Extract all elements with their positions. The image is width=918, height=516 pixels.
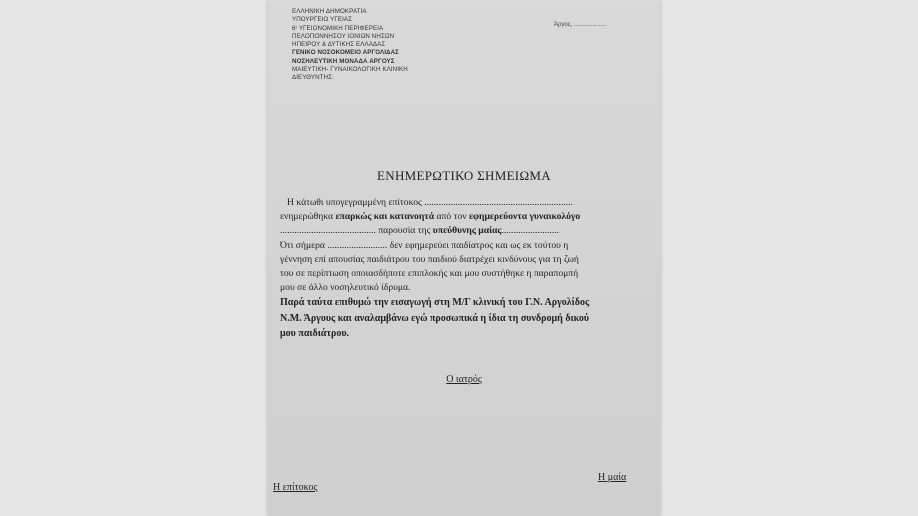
doctor-signature-label: Ο ιατρός: [446, 374, 482, 385]
letterhead: [292, 8, 492, 83]
letterhead-line: ΕΛΛΗΝΙΚΗ ΔΗΜΟΚΡΑΤΙΑ: [292, 8, 367, 15]
document-page: [268, 0, 660, 516]
patient-signature-label: Η επίτοκος: [273, 482, 318, 493]
body-line: ενημερώθηκα επαρκώς και κατανοητά από τον εφημερεύοντα γυναικολόγο: [280, 211, 581, 223]
body-line: μου σε άλλο νοσηλευτικό ίδρυμα.: [280, 282, 411, 294]
letterhead-line: ΥΠΟΥΡΓΕΙΟ ΥΓΕΙΑΣ: [292, 16, 353, 24]
clinic-name: ΜΑΙΕΥΤΙΚΗ- ΓΥΝΑΙΚΟΛΟΓΙΚΗ ΚΛΙΝΙΚΗ: [292, 66, 408, 74]
body-line: ........................................ παρουσία της υπεύθυνης μαίας........................: [280, 225, 560, 237]
body-line: του σε περίπτωση οποιασδήποτε επιπλοκής και μου συστήθηκε η παραπομπή: [280, 268, 579, 280]
body-bold-line: Παρά ταύτα επιθυμώ την εισαγωγή στη Μ/Γ κλινική του Γ.Ν. Αργολίδος: [280, 297, 590, 309]
body-line: Η κάτωθι υπογεγραμμένη επίτοκος ..............................................................: [287, 197, 573, 208]
letterhead-line: 6ᵗ ΥΓΕΙΟΝΟΜΙΚΗ ΠΕΡΙΦΕΡΕΙΑ: [292, 24, 384, 32]
letterhead-line: ΗΠΕΙΡΟΥ & ΔΥΤΙΚΗΣ ΕΛΛΑΔΑΣ: [292, 41, 386, 49]
letterhead-line: ΠΕΛΟΠΟΝΝΗΣΟΥ ΙΟΝΙΩΝ ΝΗΣΩΝ: [292, 32, 395, 40]
body-bold-line: μου παιδιάτρου.: [280, 328, 350, 340]
hospital-name: ΓΕΝΙΚΟ ΝΟΣΟΚΟΜΕΙΟ ΑΡΓΟΛΙΔΑΣ: [292, 49, 399, 57]
body-line: γέννηση επί απουσίας παιδιάτρου του παιδιού διατρέχει κινδύνους για τη ζωή: [280, 253, 579, 265]
document-title: ΕΝΗΜΕΡΩΤΙΚΟ ΣΗΜΕΙΩΜΑ: [377, 168, 551, 183]
midwife-signature-label: Η μαία: [598, 472, 627, 483]
nursing-unit: ΝΟΣΗΛΕΥΤΙΚΗ ΜΟΝΑΔΑ ΑΡΓΟΥΣ: [292, 57, 395, 65]
place-date: Άργος, ...................: [554, 22, 606, 28]
director-label: ΔΙΕΥΘΥΝΤΗΣ:: [292, 74, 334, 82]
body-bold-line: Ν.Μ. Άργους και αναλαμβάνω εγώ προσωπικά η ίδια τη συνδρομή δικού: [280, 312, 590, 324]
document-body: [280, 196, 658, 342]
body-line: Ότι σήμερα ......................... δεν εφημερεύει παιδίατρος και ως εκ τούτου η: [280, 239, 569, 251]
